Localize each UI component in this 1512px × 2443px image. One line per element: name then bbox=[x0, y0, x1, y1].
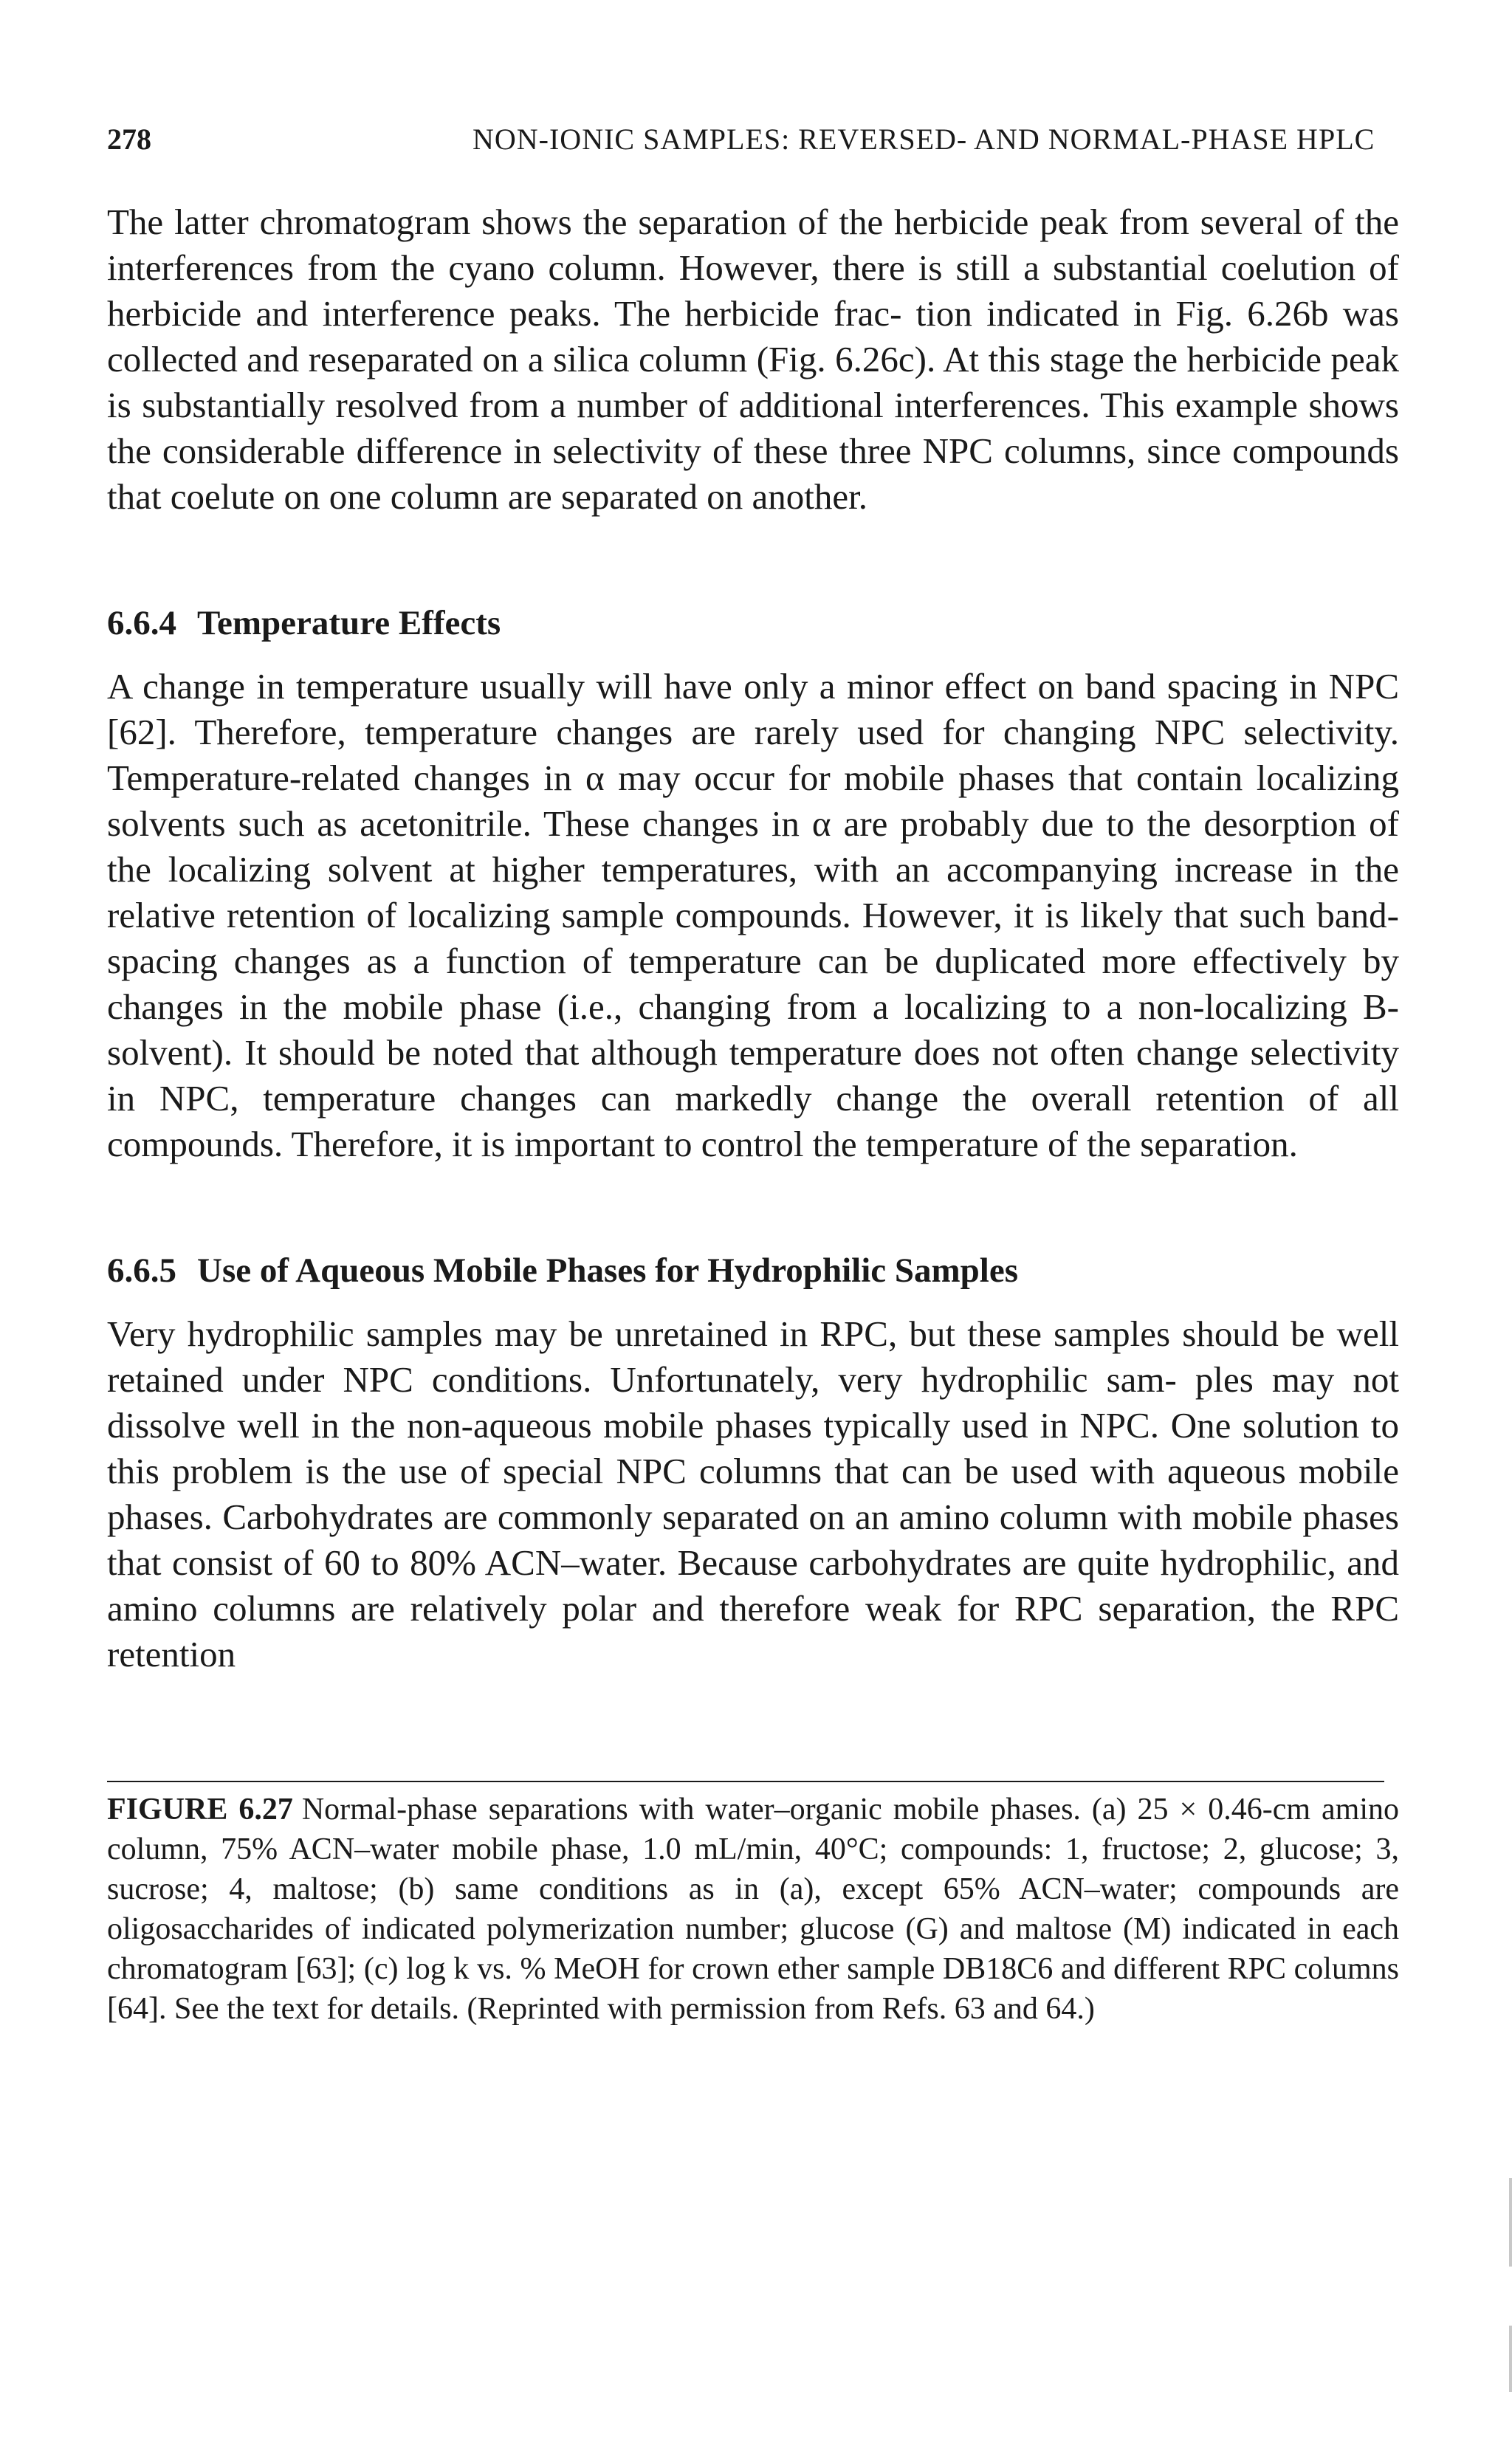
scan-edge-mark bbox=[1509, 2178, 1512, 2267]
paragraph-line: number of additional interferences. This example shows the considerable bbox=[107, 385, 1399, 471]
paragraph-line: temperature of the separation. bbox=[865, 1124, 1298, 1164]
figure-label: FIGURE 6.27 bbox=[107, 1793, 293, 1827]
paragraph-line: tion indicated in Fig. 6.26b was collected and reseparated on a silica column bbox=[107, 293, 1399, 379]
paragraph-line: separated on an amino column with mobile phases that consist of 60 to 80% bbox=[107, 1497, 1399, 1583]
paragraph-line: change selectivity in NPC, temperature changes can markedly change the bbox=[107, 1032, 1399, 1119]
paragraph-line: temperatures, with an accompanying increase in the relative retention of bbox=[107, 849, 1400, 935]
paragraph-line: ACN–water. Because carbohydrates are quite hydrophilic, and amino columns bbox=[107, 1542, 1400, 1629]
figure-caption-rule bbox=[107, 1781, 1384, 1782]
intro-paragraph bbox=[107, 199, 1399, 520]
paragraph-line: B-solvent). It should be noted that although temperature does not often bbox=[107, 986, 1399, 1073]
paragraph-line: substantial coelution of herbicide and interference peaks. The herbicide frac- bbox=[107, 247, 1400, 334]
paragraph-line: overall retention of all compounds. Therefore, it is important to control the bbox=[107, 1078, 1399, 1164]
paragraph-line: coelute on one column are separated on another. bbox=[170, 476, 867, 517]
section-heading-temperature-effects bbox=[107, 601, 1399, 645]
paragraph-line: NPC selectivity. Temperature-related changes in α may occur for mobile bbox=[107, 712, 1399, 798]
aqueous-mobile-phases-paragraph bbox=[107, 1311, 1399, 1677]
caption-line: compounds: 1, fructose; 2, glucose; 3, sucrose; 4, maltose; (b) same conditions as in (a), bbox=[107, 1832, 1400, 1906]
section-title: Use of Aqueous Mobile Phases for Hydrophilic Samples bbox=[197, 1251, 1019, 1290]
section-heading-aqueous-mobile-phases bbox=[107, 1248, 1399, 1293]
book-page bbox=[107, 122, 1399, 2029]
caption-line: (a) 25 × 0.46-cm amino column, 75% ACN–water mobile phase, 1.0 mL/min, 40°C; bbox=[107, 1793, 1399, 1866]
temperature-effects-paragraph bbox=[107, 664, 1399, 1167]
scan-edge-mark bbox=[1509, 2326, 1512, 2392]
caption-line: number; glucose (G) and maltose (M) indicated in each chromatogram [63]; (c) log k bbox=[107, 1912, 1399, 1986]
caption-line: vs. % MeOH for crown ether sample DB18C6 and different RPC columns [64]. See bbox=[107, 1952, 1399, 2026]
paragraph-line: phases that contain localizing solvents such as acetonitrile. These changes bbox=[107, 757, 1399, 844]
paragraph-line: several of the interferences from the cyano column. However, there is still a bbox=[107, 202, 1399, 288]
paragraph-line: localizing sample compounds. However, it is likely that such band-spacing bbox=[107, 895, 1399, 981]
caption-line: Normal-phase separations with water–organic mobile phases. bbox=[301, 1793, 1081, 1827]
section-number: 6.6.4 bbox=[107, 604, 176, 642]
paragraph-line: (Fig. 6.26c). At this stage the herbicide peak is substantially resolved from a bbox=[107, 339, 1400, 425]
figure-caption bbox=[107, 1790, 1399, 2029]
running-title: NON-IONIC SAMPLES: REVERSED- AND NORMAL-PHASE HPLC bbox=[472, 123, 1375, 156]
paragraph-line: in NPC. One solution to this problem is the use of special NPC columns bbox=[107, 1405, 1400, 1491]
paragraph-line: in NPC [62]. Therefore, temperature changes are rarely used for changing bbox=[107, 666, 1400, 752]
caption-line: the text for details. (Reprinted with permission from Refs. 63 and 64.) bbox=[227, 1992, 1095, 2026]
paragraph-line: that can be used with aqueous mobile phases. Carbohydrates are commonly bbox=[107, 1451, 1399, 1537]
paragraph-line: ples may not dissolve well in the non-aqueous mobile phases typically used bbox=[107, 1359, 1399, 1446]
paragraph-line: be well retained under NPC conditions. Unfortunately, very hydrophilic sam- bbox=[107, 1313, 1400, 1400]
section-number: 6.6.5 bbox=[107, 1251, 176, 1290]
paragraph-line: are relatively polar and therefore weak for RPC separation, the RPC retention bbox=[107, 1588, 1400, 1674]
section-title: Temperature Effects bbox=[197, 604, 501, 642]
paragraph-line: changes as a function of temperature can be duplicated more effectively by bbox=[233, 941, 1400, 981]
paragraph-line: A change in temperature usually will have only a minor effect on band spacing bbox=[107, 666, 1278, 707]
caption-line: except 65% ACN–water; compounds are oligosaccharides of indicated polymerization bbox=[107, 1872, 1400, 1946]
page-number: 278 bbox=[107, 123, 151, 156]
paragraph-line: Very hydrophilic samples may be unretained in RPC, but these samples should bbox=[107, 1313, 1279, 1354]
running-head bbox=[107, 122, 1399, 166]
paragraph-line: in α are probably due to the desorption of the localizing solvent at higher bbox=[107, 803, 1399, 890]
paragraph-line: The latter chromatogram shows the separation of the herbicide peak from bbox=[107, 202, 1189, 242]
paragraph-line: difference in selectivity of these three NPC columns, since compounds that bbox=[107, 430, 1399, 517]
paragraph-line: changes in the mobile phase (i.e., changing from a localizing to a non-localizing bbox=[107, 986, 1347, 1027]
